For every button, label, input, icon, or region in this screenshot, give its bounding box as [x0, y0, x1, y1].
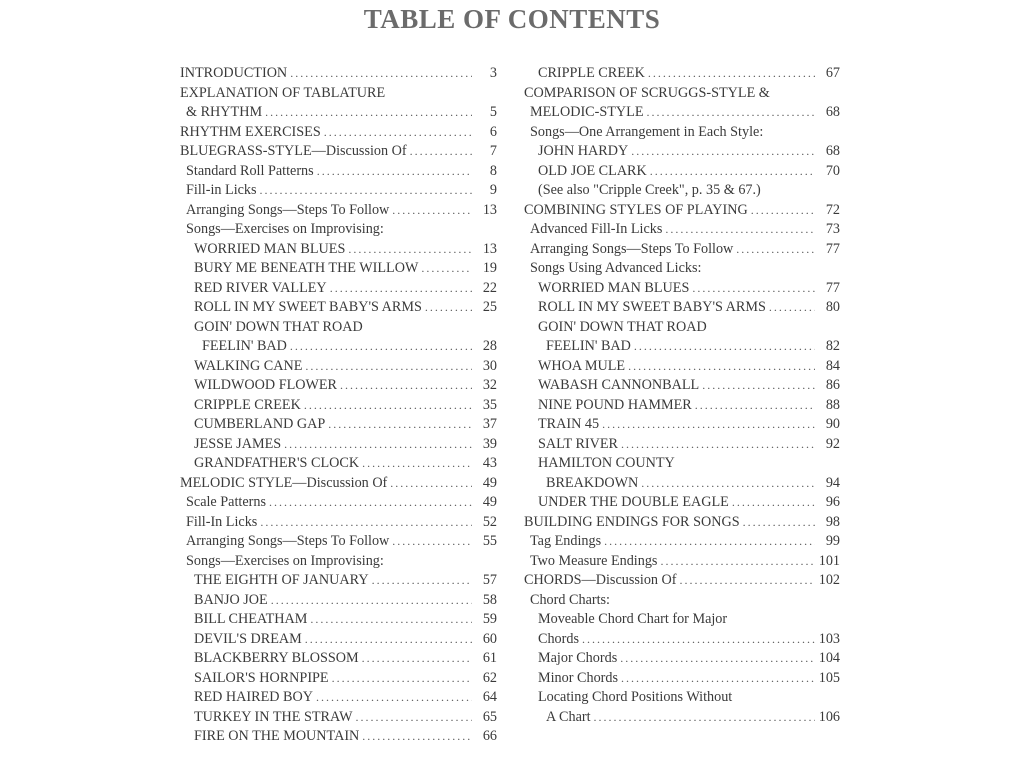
toc-entry-title: COMPARISON OF SCRUGGS-STYLE &	[524, 84, 770, 101]
toc-entry	[524, 610, 840, 630]
toc-entry	[180, 279, 497, 299]
toc-entry-title: JESSE JAMES	[194, 435, 282, 452]
toc-right-column	[524, 64, 840, 727]
toc-entry-title: Advanced Fill-In Licks	[530, 221, 663, 237]
dot-leader	[621, 435, 815, 455]
toc-entry-page: 62	[482, 669, 497, 686]
toc-entry-title: Chords	[538, 630, 579, 647]
toc-entry-title: WHOA MULE	[538, 357, 626, 374]
dot-leader	[631, 142, 815, 162]
toc-entry-page: 88	[825, 396, 840, 413]
toc-entry	[524, 337, 840, 357]
toc-entry	[524, 454, 840, 474]
page-title: TABLE OF CONTENTS	[363, 4, 661, 34]
toc-entry	[180, 552, 497, 572]
toc-entry	[524, 279, 840, 299]
dot-leader	[260, 513, 472, 533]
dot-leader	[265, 103, 472, 123]
dot-leader	[340, 376, 472, 396]
toc-entry-title: TURKEY IN THE STRAW	[194, 708, 353, 725]
toc-entry-page: 32	[482, 377, 497, 393]
toc-entry-page: 49	[482, 494, 497, 510]
toc-entry	[524, 84, 840, 104]
dot-leader	[392, 201, 472, 221]
dot-leader	[355, 708, 472, 728]
toc-entry	[180, 630, 497, 650]
dot-leader	[736, 240, 815, 260]
dot-leader	[769, 298, 815, 318]
toc-entry-page: 61	[482, 650, 497, 666]
toc-entry-page: 59	[482, 611, 497, 627]
dot-leader	[304, 396, 472, 416]
toc-entry	[524, 532, 840, 552]
toc-entry-page: 105	[818, 669, 840, 686]
toc-entry-title: COMBINING STYLES OF PLAYING	[524, 201, 748, 218]
dot-leader	[648, 64, 815, 84]
toc-entry	[524, 298, 840, 318]
toc-entry-page: 6	[489, 123, 497, 140]
dot-leader	[621, 669, 815, 689]
toc-entry-title: (See also "Cripple Creek", p. 35 & 67.)	[538, 182, 761, 198]
toc-entry	[180, 201, 497, 221]
toc-entry	[524, 474, 840, 494]
toc-entry-title: WILDWOOD FLOWER	[194, 377, 338, 393]
toc-entry	[524, 201, 840, 221]
toc-entry	[524, 591, 840, 611]
toc-entry	[524, 318, 840, 338]
toc-entry	[180, 64, 497, 84]
toc-entry-page: 77	[825, 240, 840, 257]
toc-entry	[524, 123, 840, 143]
toc-entry-title: BILL CHEATHAM	[194, 611, 308, 627]
toc-entry-title: FIRE ON THE MOUNTAIN	[194, 728, 360, 744]
dot-leader	[290, 337, 472, 357]
toc-entry	[524, 435, 840, 455]
toc-entry-title: A Chart	[546, 708, 591, 725]
toc-entry	[524, 64, 840, 84]
dot-leader	[260, 181, 472, 201]
toc-entry	[524, 103, 840, 123]
dot-leader	[695, 396, 815, 416]
toc-entry	[524, 571, 840, 591]
toc-entry-title: SAILOR'S HORNPIPE	[194, 669, 329, 686]
toc-entry-page: 102	[818, 572, 840, 588]
dot-leader	[271, 591, 472, 611]
toc-entry	[524, 552, 840, 572]
dot-leader	[330, 279, 472, 299]
toc-entry-page: 37	[482, 416, 497, 432]
toc-entry-page: 82	[825, 338, 840, 354]
dot-leader	[647, 103, 816, 123]
toc-entry	[524, 376, 840, 396]
toc-entry-page: 84	[825, 357, 840, 374]
toc-entry	[524, 630, 840, 650]
dot-leader	[290, 64, 472, 84]
dot-leader	[634, 337, 815, 357]
toc-entry	[524, 493, 840, 513]
toc-entry-title: Arranging Songs—Steps To Follow	[186, 533, 390, 549]
toc-entry-page: 72	[825, 201, 840, 218]
toc-entry	[180, 513, 497, 533]
toc-entry	[180, 240, 497, 260]
toc-entry-page: 7	[489, 143, 497, 159]
toc-entry-title: Songs—One Arrangement in Each Style:	[530, 123, 764, 140]
toc-entry-page: 80	[825, 299, 840, 315]
toc-entry-page: 52	[482, 513, 497, 530]
toc-entry-title: NINE POUND HAMMER	[538, 396, 692, 413]
toc-entry-title: CRIPPLE CREEK	[194, 396, 301, 413]
toc-entry-page: 94	[825, 474, 840, 491]
toc-entry-page: 9	[489, 182, 497, 198]
toc-entry-title: BANJO JOE	[194, 591, 268, 608]
toc-entry-page: 96	[825, 494, 840, 510]
toc-entry	[180, 298, 497, 318]
toc-entry-title: RED HAIRED BOY	[194, 689, 314, 705]
dot-leader	[392, 532, 472, 552]
toc-entry-page: 101	[818, 552, 840, 569]
dot-leader	[362, 727, 472, 747]
toc-entry	[180, 396, 497, 416]
toc-entry-page: 3	[489, 65, 497, 81]
dot-leader	[702, 376, 815, 396]
dot-leader	[362, 454, 472, 474]
toc-entry-title: JOHN HARDY	[538, 143, 629, 159]
dot-leader	[732, 493, 815, 513]
toc-entry-page: 35	[482, 396, 497, 413]
toc-entry-page: 5	[489, 104, 497, 120]
toc-entry	[180, 376, 497, 396]
toc-entry	[524, 162, 840, 182]
toc-entry-page: 55	[482, 533, 497, 549]
toc-entry-title: Songs—Exercises on Improvising:	[186, 221, 384, 237]
dot-leader	[594, 708, 815, 728]
toc-entry-title: UNDER THE DOUBLE EAGLE	[538, 494, 729, 510]
toc-entry-title: GOIN' DOWN THAT ROAD	[538, 318, 707, 335]
toc-entry-title: ROLL IN MY SWEET BABY'S ARMS	[194, 299, 422, 315]
dot-leader	[604, 532, 815, 552]
toc-entry-title: CUMBERLAND GAP	[194, 416, 326, 432]
toc-entry-title: Songs—Exercises on Improvising:	[186, 552, 384, 569]
toc-entry-page: 104	[818, 650, 840, 666]
dot-leader	[421, 259, 472, 279]
toc-entry-title: WORRIED MAN BLUES	[194, 240, 346, 257]
toc-entry	[180, 669, 497, 689]
toc-entry-title: CHORDS—Discussion Of	[524, 572, 677, 588]
toc-entry-title: MELODIC-STYLE	[530, 104, 644, 120]
toc-entry-title: Minor Chords	[538, 669, 619, 686]
toc-entry	[180, 123, 497, 143]
toc-entry-page: 28	[482, 338, 497, 354]
toc-entry-page: 19	[482, 260, 497, 276]
toc-entry	[180, 727, 497, 747]
dot-leader	[305, 357, 472, 377]
dot-leader	[665, 220, 815, 240]
toc-entry	[524, 513, 840, 533]
dot-leader	[316, 688, 472, 708]
dot-leader	[620, 649, 815, 669]
toc-entry-title: DEVIL'S DREAM	[194, 630, 302, 647]
toc-entry-page: 86	[825, 377, 840, 393]
toc-entry-page: 68	[825, 143, 840, 159]
toc-entry	[524, 669, 840, 689]
toc-entry	[180, 142, 497, 162]
dot-leader	[324, 123, 472, 143]
toc-entry	[180, 357, 497, 377]
dot-leader	[328, 415, 472, 435]
toc-entry-title: EXPLANATION OF TABLATURE	[180, 84, 386, 101]
toc-entry-title: RED RIVER VALLEY	[194, 279, 327, 296]
toc-entry	[180, 84, 497, 104]
toc-entry-title: WALKING CANE	[194, 357, 303, 374]
toc-entry-page: 67	[825, 65, 840, 81]
dot-leader	[305, 630, 472, 650]
toc-entry-title: Songs Using Advanced Licks:	[530, 260, 702, 276]
toc-entry	[524, 259, 840, 279]
toc-entry	[180, 220, 497, 240]
dot-leader	[680, 571, 815, 591]
toc-entry	[180, 474, 497, 494]
toc-entry-page: 77	[825, 279, 840, 296]
dot-leader	[751, 201, 815, 221]
toc-entry-title: SALT RIVER	[538, 435, 619, 452]
toc-entry	[180, 415, 497, 435]
toc-entry	[524, 688, 840, 708]
dot-leader	[269, 493, 472, 513]
toc-left-column	[180, 64, 497, 747]
toc-entry-title: Tag Endings	[530, 533, 602, 549]
dot-leader	[410, 142, 472, 162]
toc-entry-title: FEELIN' BAD	[546, 338, 631, 354]
toc-entry-title: HAMILTON COUNTY	[538, 455, 675, 471]
toc-entry-title: Fill-In Licks	[186, 513, 258, 530]
dot-leader	[332, 669, 472, 689]
toc-entry-title: Two Measure Endings	[530, 552, 658, 569]
toc-entry-page: 90	[825, 416, 840, 432]
toc-entry-page: 73	[825, 221, 840, 237]
toc-entry	[180, 103, 497, 123]
dot-leader	[628, 357, 815, 377]
toc-entry-title: INTRODUCTION	[180, 65, 288, 81]
toc-entry-title: TRAIN 45	[538, 416, 600, 432]
toc-entry-page: 13	[482, 240, 497, 257]
toc-entry-page: 66	[482, 728, 497, 744]
dot-leader	[372, 571, 472, 591]
toc-entry-page: 43	[482, 455, 497, 471]
toc-entry-page: 58	[482, 591, 497, 608]
toc-entry-page: 64	[482, 689, 497, 705]
toc-entry	[524, 708, 840, 728]
toc-entry-title: WABASH CANNONBALL	[538, 377, 700, 393]
toc-entry-title: BLUEGRASS-STYLE—Discussion Of	[180, 143, 407, 159]
dot-leader	[582, 630, 815, 650]
toc-entry-page: 70	[825, 162, 840, 179]
toc-entry	[524, 649, 840, 669]
toc-entry	[180, 181, 497, 201]
toc-entry-title: Major Chords	[538, 650, 618, 666]
dot-leader	[317, 162, 472, 182]
toc-entry-page: 30	[482, 357, 497, 374]
toc-entry-title: GRANDFATHER'S CLOCK	[194, 455, 360, 471]
toc-entry	[180, 337, 497, 357]
toc-entry-title: ROLL IN MY SWEET BABY'S ARMS	[538, 299, 766, 315]
dot-leader	[660, 552, 815, 572]
toc-entry-title: Arranging Songs—Steps To Follow	[186, 201, 390, 218]
toc-entry-page: 22	[482, 279, 497, 296]
toc-entry	[180, 532, 497, 552]
toc-entry-title: Moveable Chord Chart for Major	[538, 611, 728, 627]
toc-entry	[524, 357, 840, 377]
toc-entry-title: BUILDING ENDINGS FOR SONGS	[524, 513, 740, 530]
toc-entry-page: 60	[482, 630, 497, 647]
dot-leader	[425, 298, 472, 318]
toc-entry	[180, 493, 497, 513]
toc-entry-title: Locating Chord Positions Without	[538, 689, 733, 705]
dot-leader	[692, 279, 815, 299]
toc-entry	[180, 649, 497, 669]
toc-entry-title: CRIPPLE CREEK	[538, 65, 645, 81]
toc-entry-page: 57	[482, 572, 497, 588]
toc-entry	[180, 610, 497, 630]
toc-entry-title: THE EIGHTH OF JANUARY	[194, 572, 369, 588]
toc-entry	[180, 435, 497, 455]
toc-entry-page: 106	[818, 708, 840, 725]
toc-entry-page: 92	[825, 435, 840, 452]
dot-leader	[743, 513, 815, 533]
toc-entry	[180, 454, 497, 474]
toc-entry-title: WORRIED MAN BLUES	[538, 279, 690, 296]
toc-entry-title: Fill-in Licks	[186, 182, 257, 198]
toc-entry-page: 68	[825, 104, 840, 120]
dot-leader	[348, 240, 472, 260]
dot-leader	[362, 649, 472, 669]
toc-entry-title: Arranging Songs—Steps To Follow	[530, 240, 734, 257]
toc-entry-page: 65	[482, 708, 497, 725]
toc-entry-page: 99	[825, 533, 840, 549]
toc-entry	[524, 220, 840, 240]
toc-entry	[180, 688, 497, 708]
toc-entry-title: BURY ME BENEATH THE WILLOW	[194, 260, 419, 276]
toc-entry	[180, 162, 497, 182]
toc-entry-title: & RHYTHM	[186, 104, 263, 120]
dot-leader	[390, 474, 472, 494]
toc-entry-title: Scale Patterns	[186, 494, 266, 510]
toc-entry	[524, 396, 840, 416]
toc-entry-page: 98	[825, 513, 840, 530]
dot-leader	[650, 162, 815, 182]
toc-entry-title: GOIN' DOWN THAT ROAD	[194, 318, 363, 335]
toc-entry	[180, 318, 497, 338]
toc-entry-page: 25	[482, 299, 497, 315]
toc-entry-title: MELODIC STYLE—Discussion Of	[180, 474, 388, 491]
toc-entry-page: 39	[482, 435, 497, 452]
toc-entry-page: 49	[482, 474, 497, 491]
toc-entry-page: 103	[818, 630, 840, 647]
toc-entry-title: Chord Charts:	[530, 591, 610, 608]
toc-entry-title: FEELIN' BAD	[202, 338, 287, 354]
toc-entry	[524, 240, 840, 260]
dot-leader	[641, 474, 815, 494]
toc-entry-title: OLD JOE CLARK	[538, 162, 647, 179]
dot-leader	[602, 415, 815, 435]
toc-entry-title: Standard Roll Patterns	[186, 162, 314, 179]
toc-entry-page: 8	[489, 162, 497, 179]
dot-leader	[310, 610, 472, 630]
toc-entry-title: BREAKDOWN	[546, 474, 639, 491]
dot-leader	[284, 435, 472, 455]
toc-entry-page: 13	[482, 201, 497, 218]
toc-entry	[180, 571, 497, 591]
toc-entry-title: RHYTHM EXERCISES	[180, 123, 321, 140]
toc-entry	[180, 591, 497, 611]
toc-entry	[180, 708, 497, 728]
toc-entry	[524, 142, 840, 162]
toc-entry-title: BLACKBERRY BLOSSOM	[194, 650, 359, 666]
toc-entry	[524, 415, 840, 435]
toc-entry	[180, 259, 497, 279]
toc-entry	[524, 181, 840, 201]
